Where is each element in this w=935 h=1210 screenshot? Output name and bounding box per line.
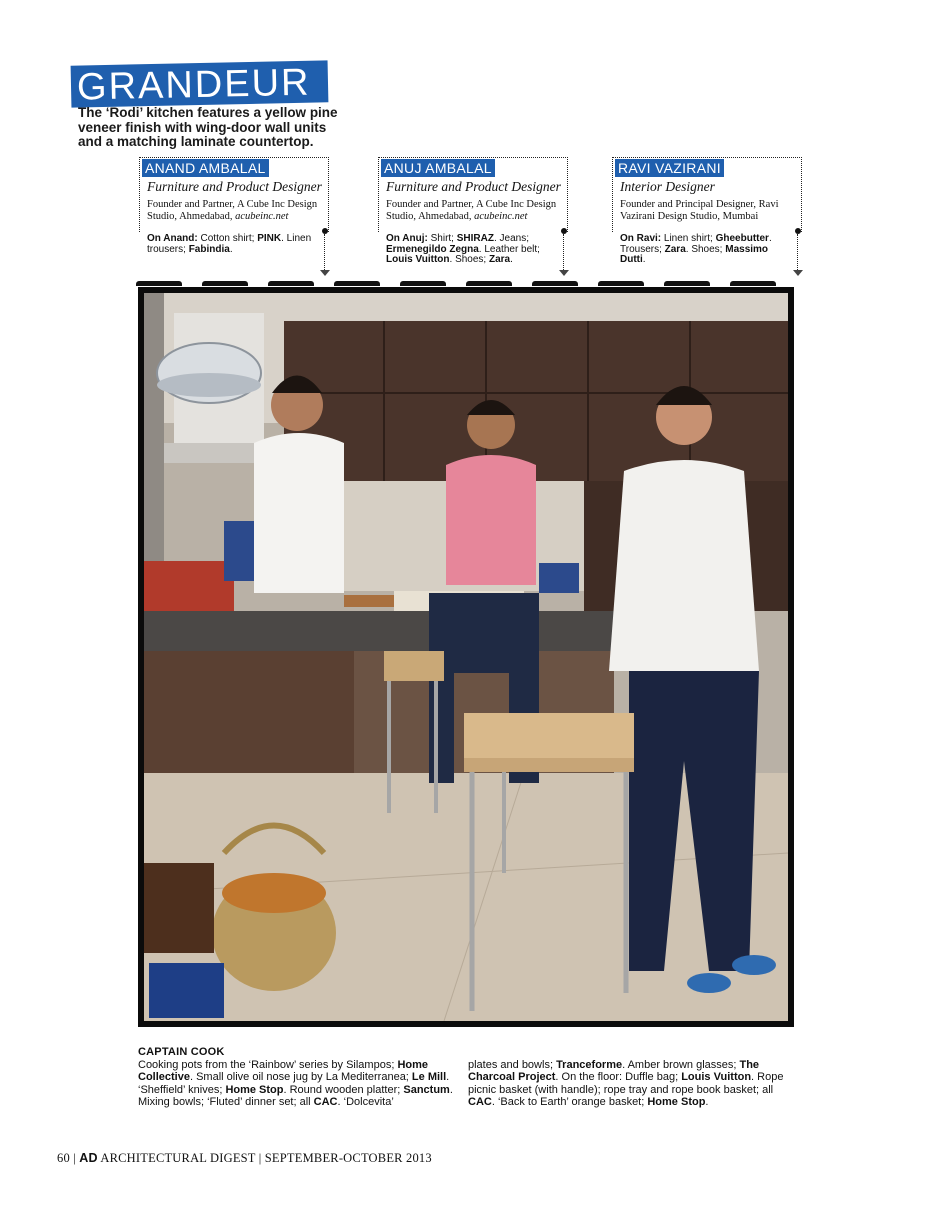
pointer-dot (561, 228, 567, 234)
person-role: Interior Designer (620, 179, 715, 194)
pointer-dot (795, 228, 801, 234)
pointer-line (797, 234, 798, 272)
person-credits: On Ravi: Linen shirt; Gheebutter. Trousers; Zara. Shoes; Massimo Dutti. (620, 233, 772, 265)
caption-column-2: plates and bowls; Tranceforme. Amber brown glasses; The Charcoal Project. On the floor: Duffle bag; Louis Vuitton. Rope picnic basket (with handle); rope tray and rope book basket; all CAC. ‘Back to Earth’ orange basket; Home Stop. (468, 1059, 784, 1108)
person-bio (620, 199, 802, 223)
film-tick (730, 281, 776, 286)
issue-date: SEPTEMBER-OCTOBER 2013 (264, 1151, 432, 1165)
film-tick (664, 281, 710, 286)
film-tick (400, 281, 446, 286)
person-role: Furniture and Product Designer (386, 179, 561, 194)
headline-text: GRANDEUR (76, 61, 311, 109)
person-anand (139, 157, 331, 263)
caption-title: CAPTAIN COOK (138, 1046, 225, 1058)
pointer-arrow-icon (559, 270, 569, 276)
magazine-logo: AD (79, 1151, 98, 1165)
magazine-name: ARCHITECTURAL DIGEST (100, 1151, 256, 1165)
person-credits: On Anand: Cotton shirt; PINK. Linen trousers; Fabindia. (147, 233, 312, 255)
person-bio-text: Founder and Partner, A Cube Inc Design Studio, Ahmedabad, (386, 199, 557, 222)
intro-text: The ‘Rodi’ kitchen features a yellow pine veneer finish with wing-door wall units and a matching laminate countertop. (78, 105, 338, 149)
person-role: Furniture and Product Designer (147, 179, 322, 194)
film-tick (532, 281, 578, 286)
person-name: ANAND AMBALAL (142, 159, 269, 177)
film-tick (268, 281, 314, 286)
person-anuj (378, 157, 570, 263)
person-website: acubeinc.net (235, 211, 289, 222)
person-website: acubeinc.net (474, 211, 528, 222)
film-tick (598, 281, 644, 286)
pointer-arrow-icon (320, 270, 330, 276)
page-number: 60 (57, 1151, 70, 1165)
person-bio (147, 199, 329, 223)
kitchen-photo (138, 287, 794, 1027)
film-tick (466, 281, 512, 286)
caption-column-1: Cooking pots from the ‘Rainbow’ series by Silampos; Home Collective. Small olive oil nose jug by La Mediterranea; Le Mill. ‘Sheffield’ knives; Home Stop. Round wooden platter; Sanctum. Mixing bowls; ‘Fluted’ dinner set; all CAC. ‘Dolcevita’ (138, 1059, 453, 1108)
pointer-dot (322, 228, 328, 234)
person-bio-text: Founder and Principal Designer, Ravi Vazirani Design Studio, Mumbai (620, 199, 779, 222)
page-footer: 60 | AD ARCHITECTURAL DIGEST | SEPTEMBER-OCTOBER 2013 (57, 1151, 432, 1165)
person-name: RAVI VAZIRANI (615, 159, 724, 177)
person-name: ANUJ AMBALAL (381, 159, 495, 177)
pointer-line (324, 234, 325, 272)
film-tick (334, 281, 380, 286)
pointer-line (563, 234, 564, 272)
person-bio (386, 199, 568, 223)
kitchen-photo-illustration (144, 293, 788, 1021)
person-bio-text: Founder and Partner, A Cube Inc Design Studio, Ahmedabad, (147, 199, 318, 222)
film-tick (136, 281, 182, 286)
headline-banner (71, 60, 329, 107)
pointer-arrow-icon (793, 270, 803, 276)
person-ravi (612, 157, 804, 263)
person-credits: On Anuj: Shirt; SHIRAZ. Jeans; Ermenegildo Zegna. Leather belt; Louis Vuitton. Shoes; Zara. (386, 233, 540, 265)
film-tick (202, 281, 248, 286)
